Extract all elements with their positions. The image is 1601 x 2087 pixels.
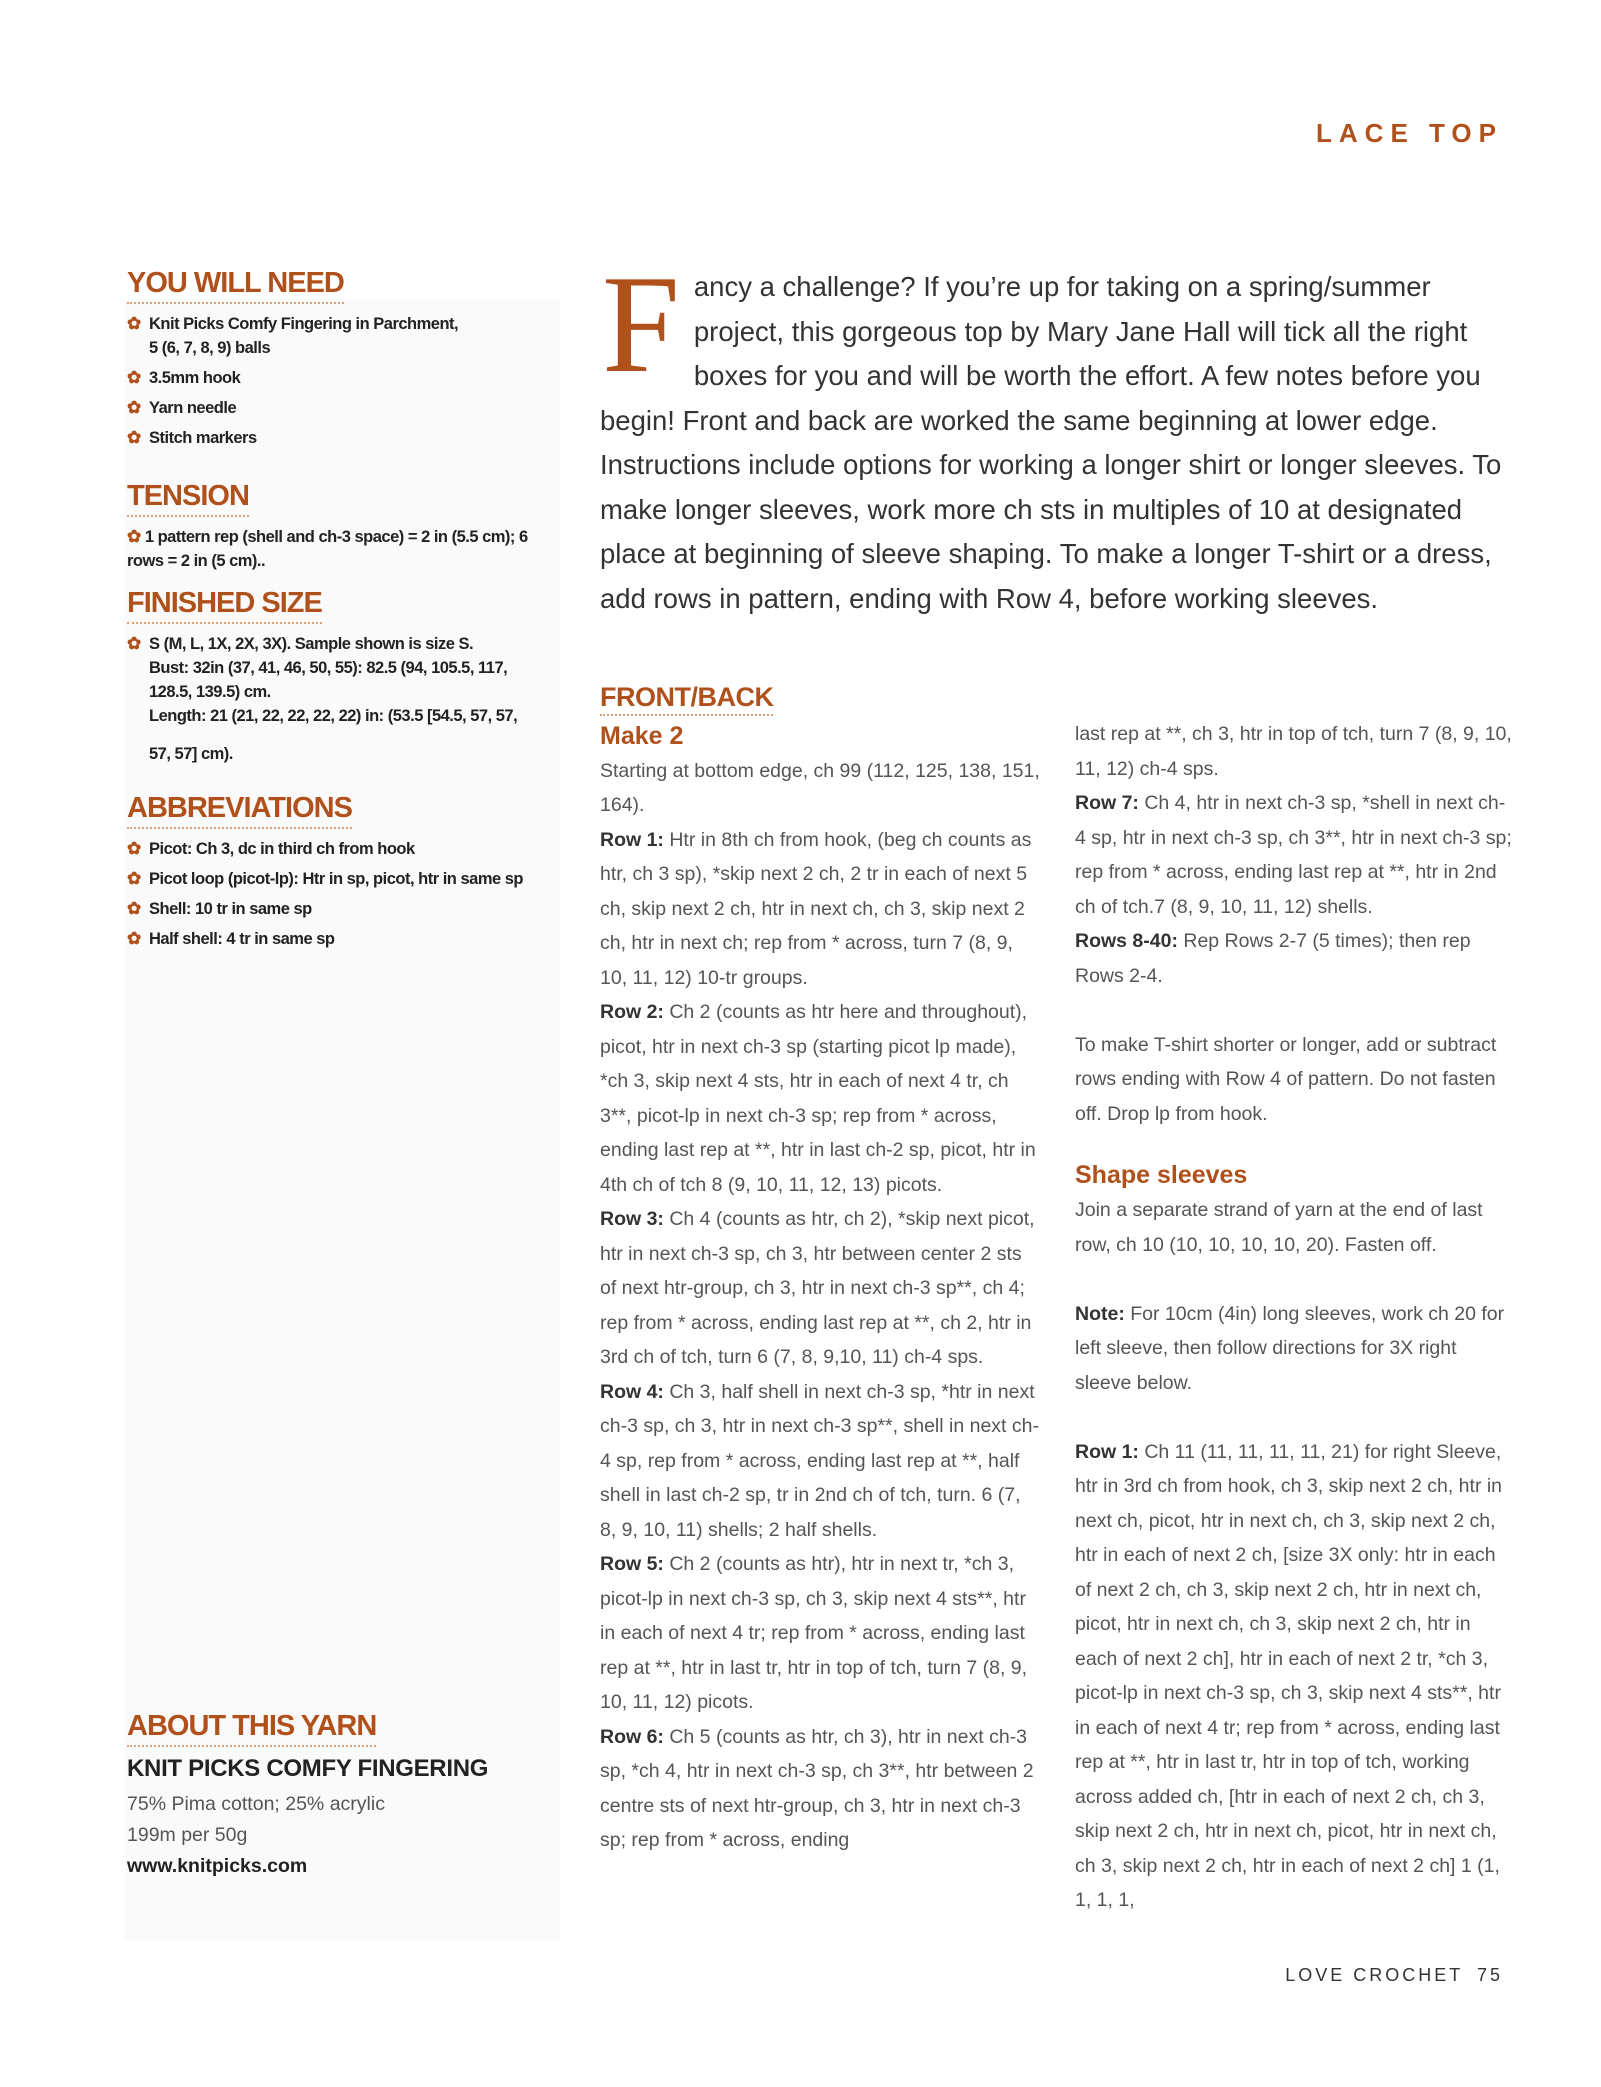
materials-item-yarn: ✿ Knit Picks Comfy Fingering in Parchment, 5 (6, 7, 8, 9) balls <box>127 314 459 357</box>
yarn-weight: 199m per 50g <box>127 1824 248 1846</box>
row-6: Row 6: Ch 5 (counts as htr, ch 3), htr in next ch-3 sp, *ch 4, htr in next ch-3 sp, ch 3**, htr between 2 centre sts of next htr-group, ch 3, htr in next ch-3 sp; rep from * across, ending <box>600 1725 1034 1851</box>
page-number: 75 <box>1476 1965 1503 1985</box>
tension-text: ✿ 1 pattern rep (shell and ch-3 space) = 2 in (5.5 cm); 6 rows = 2 in (5 cm).. <box>127 527 528 570</box>
finished-size-section <box>127 585 547 772</box>
shape-sleeves-heading: Shape sleeves <box>1075 1161 1248 1189</box>
flower-bullet-icon: ✿ <box>127 398 141 417</box>
rows-8-40: Rows 8-40: Rep Rows 2-7 (5 times); then rep Rows 2-4. <box>1075 930 1471 987</box>
yarn-name: KNIT PICKS COMFY FINGERING <box>127 1755 489 1782</box>
finished-size-heading: FINISHED SIZE <box>127 585 322 624</box>
pattern-column-right <box>1075 717 1515 1918</box>
flower-bullet-icon: ✿ <box>127 428 141 447</box>
pattern-column-left <box>600 680 1040 1858</box>
yarn-website: www.knitpicks.com <box>127 1855 308 1877</box>
you-will-need-heading: YOU WILL NEED <box>127 265 344 304</box>
abbreviation-picot-loop: ✿ Picot loop (picot-lp): Htr in sp, picot, htr in same sp <box>127 867 547 891</box>
abbreviations-section <box>127 790 547 957</box>
abbreviation-shell: ✿ Shell: 10 tr in same sp <box>127 897 547 921</box>
row-7: Row 7: Ch 4, htr in next ch-3 sp, *shell in next ch-4 sp, htr in next ch-3 sp, ch 3**, htr in next ch-3 sp; rep from * across, ending last rep at **, htr in 2nd ch of tch.7 (8, 9, 10, 11, 12) shells. <box>1075 792 1512 918</box>
row-3: Row 3: Ch 4 (counts as htr, ch 2), *skip next picot, htr in next ch-3 sp, ch 3, htr between center 2 sts of next htr-group, ch 3, htr in next ch-3 sp**, ch 4; rep from * across, ending last rep at **, ch 2, htr in 3rd ch of tch, turn 6 (7, 8, 9,10, 11) ch-4 sps. <box>600 1208 1035 1368</box>
intro-paragraph <box>600 247 1505 621</box>
intro-text: ancy a challenge? If you’re up for taking on a spring/summer project, this gorgeous top by Mary Jane Hall will tick all the right boxes for you and will be worth the effort. A few notes before you begin! Front and back are worked the same beginning at lower edge. Instructions include options for working a longer shirt or longer sleeves. To make longer sleeves, work more ch sts in multiples of 10 at designated place at beginning of sleeve shaping. To make a longer T-shirt or a dress, add rows in pattern, ending with Row 4, before working sleeves. <box>600 271 1502 614</box>
flower-bullet-icon: ✿ <box>127 869 141 888</box>
sleeves-note: Note: For 10cm (4in) long sleeves, work ch 20 for left sleeve, then follow directions for 3X right sleeve below. <box>1075 1302 1505 1394</box>
abbreviation-picot: ✿ Picot: Ch 3, dc in third ch from hook <box>127 837 547 861</box>
tshirt-note: To make T-shirt shorter or longer, add or subtract rows ending with Row 4 of pattern. Do not fasten off. Drop lp from hook. <box>1075 1033 1497 1125</box>
row-2: Row 2: Ch 2 (counts as htr here and throughout), picot, htr in next ch-3 sp (starting picot lp made), *ch 3, skip next 4 sts, htr in each of next 4 tr, ch 3**, picot-lp in next ch-3 sp; rep from * across, ending last rep at **, htr in last ch-2 sp, picot, htr in 4th ch of tch 8 (9, 10, 11, 12, 13) picots. <box>600 1001 1036 1196</box>
make-2-subheading: Make 2 <box>600 721 684 750</box>
materials-list <box>127 312 547 450</box>
finished-size-text: ✿ S (M, L, 1X, 2X, 3X). Sample shown is size S. Bust: 32in (37, 41, 46, 50, 55): 82.5 (94, 105.5, 117, 128.5, 139.5) cm. Length: 21 (21, 22, 22, 22, 22) in: (53.5 [54.5, 57, 57, 57, 57] cm). <box>127 634 518 763</box>
front-back-heading: FRONT/BACK <box>600 680 773 716</box>
materials-item-hook: ✿ 3.5mm hook <box>127 366 547 390</box>
flower-bullet-icon: ✿ <box>127 634 141 653</box>
flower-bullet-icon: ✿ <box>127 929 141 948</box>
materials-item-markers: ✿ Stitch markers <box>127 426 547 450</box>
row-6-continued: last rep at **, ch 3, htr in top of tch, turn 7 (8, 9, 10, 11, 12) ch-4 sps. <box>1075 723 1512 780</box>
magazine-name: LOVE CROCHET <box>1285 1965 1463 1985</box>
page-footer <box>1285 1965 1503 1986</box>
about-yarn-section <box>127 1708 567 1882</box>
abbreviations-heading: ABBREVIATIONS <box>127 790 352 829</box>
flower-bullet-icon: ✿ <box>127 899 141 918</box>
you-will-need-section <box>127 265 547 456</box>
row-5: Row 5: Ch 2 (counts as htr), htr in next tr, *ch 3, picot-lp in next ch-3 sp, ch 3, skip next 4 sts**, htr in each of next 4 tr; rep from * across, ending last rep at **, htr in last tr, htr in top of tch, turn 7 (8, 9, 10, 11, 12) picots. <box>600 1553 1028 1713</box>
sleeves-join: Join a separate strand of yarn at the end of last row, ch 10 (10, 10, 10, 10, 20). Fasten off. <box>1075 1199 1483 1256</box>
row-4: Row 4: Ch 3, half shell in next ch-3 sp, *htr in next ch-3 sp, ch 3, htr in next ch-3 sp**, shell in next ch-4 sp, rep from * across, ending last rep at **, half shell in last ch-2 sp, tr in 2nd ch of tch, turn. 6 (7, 8, 9, 10, 11) shells; 2 half shells. <box>600 1380 1039 1541</box>
sleeves-row-1: Row 1: Ch 11 (11, 11, 11, 11, 21) for right Sleeve, htr in 3rd ch from hook, ch 3, skip next 2 ch, htr in next ch, picot, htr in next ch, ch 3, skip next 2 ch, htr in each of next 2 ch, [size 3X only: htr in each of next 2 ch, ch 3, skip next 2 ch, htr in next ch, picot, htr in next ch, ch 3, skip next 2 ch, htr in each of next 2 ch], htr in each of next 2 tr, *ch 3, picot-lp in next ch-3 sp, ch 3, skip next 4 sts**, htr in each of next 4 tr; rep from * across, ending last rep at **, htr in last tr, htr in top of tch, working across added ch, [htr in each of next 2 ch, ch 3, skip next 2 ch, htr in next ch, picot, htr in next ch, ch 3, skip next 2 ch, htr in each of next 2 ch] 1 (1, 1, 1, 1, <box>1075 1440 1503 1911</box>
flower-bullet-icon: ✿ <box>127 839 141 858</box>
drop-cap: F <box>602 247 680 402</box>
flower-bullet-icon: ✿ <box>127 368 141 387</box>
yarn-fiber: 75% Pima cotton; 25% acrylic <box>127 1793 385 1815</box>
flower-bullet-icon: ✿ <box>127 527 141 546</box>
row-1: Row 1: Htr in 8th ch from hook, (beg ch counts as htr, ch 3 sp), *skip next 2 ch, 2 tr in each of next 5 ch, skip next 2 ch, htr in next ch, ch 3, skip next 2 ch, htr in next ch; rep from * across, turn 7 (8, 9, 10, 11, 12) 10-tr groups. <box>600 828 1032 989</box>
start-instruction: Starting at bottom edge, ch 99 (112, 125, 138, 151, 164). <box>600 759 1040 816</box>
page-header-title: LACE TOP <box>1316 118 1503 148</box>
about-yarn-heading: ABOUT THIS YARN <box>127 1708 376 1747</box>
tension-section <box>127 478 547 579</box>
tension-heading: TENSION <box>127 478 249 517</box>
materials-item-needle: ✿ Yarn needle <box>127 396 547 420</box>
abbreviation-half-shell: ✿ Half shell: 4 tr in same sp <box>127 927 547 951</box>
flower-bullet-icon: ✿ <box>127 314 141 333</box>
